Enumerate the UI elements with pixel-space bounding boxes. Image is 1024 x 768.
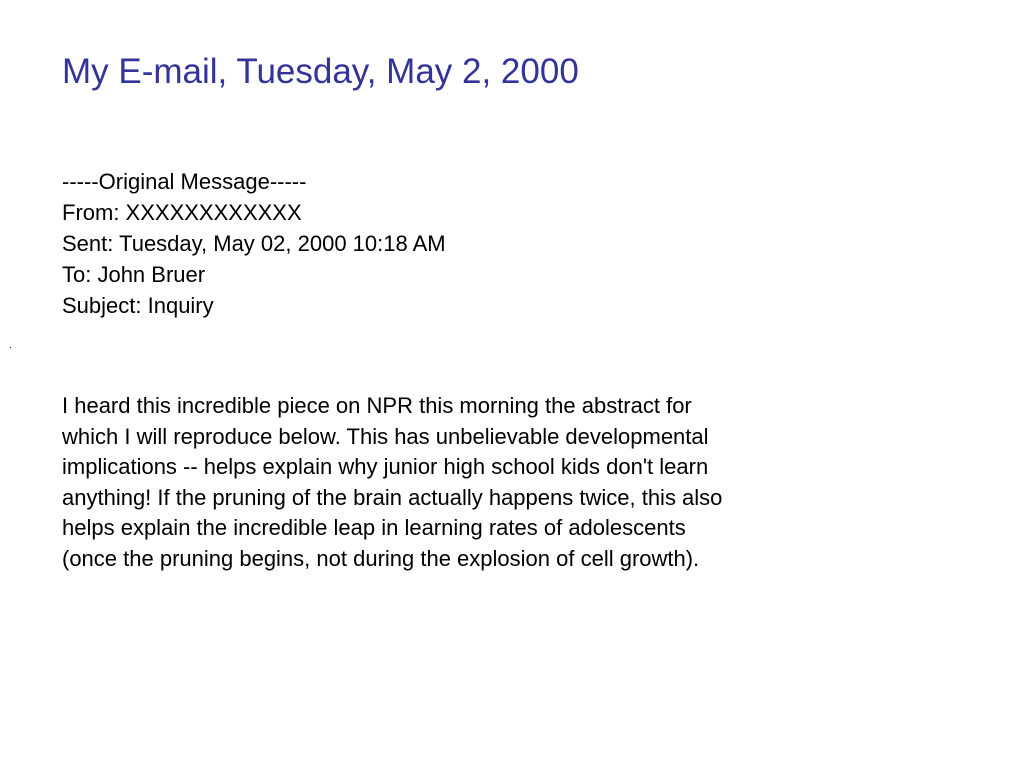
to-line: To: John Bruer <box>62 262 206 287</box>
stray-mark: . <box>9 340 12 351</box>
body-line: helps explain the incredible leap in learning rates of adolescents <box>62 515 686 540</box>
subject-line: Subject: Inquiry <box>62 293 214 318</box>
body-line: (once the pruning begins, not during the explosion of cell growth). <box>62 545 700 571</box>
sent-line: Sent: Tuesday, May 02, 2000 10:18 AM <box>62 231 446 256</box>
email-header <box>62 166 446 321</box>
page-title: My E-mail, Tuesday, May 2, 2000 <box>62 52 579 91</box>
body-line: which I will reproduce below. This has unbelievable developmental <box>62 423 709 449</box>
from-line: From: XXXXXXXXXXXX <box>62 200 302 225</box>
body-line: I heard this incredible piece on NPR this morning the abstract for <box>62 393 692 418</box>
body-line: anything! If the pruning of the brain actually happens twice, this also <box>62 484 723 510</box>
email-body <box>62 391 722 574</box>
original-message-separator: -----Original Message----- <box>62 169 307 194</box>
body-line: implications -- helps explain why junior high school kids don't learn <box>62 454 709 479</box>
